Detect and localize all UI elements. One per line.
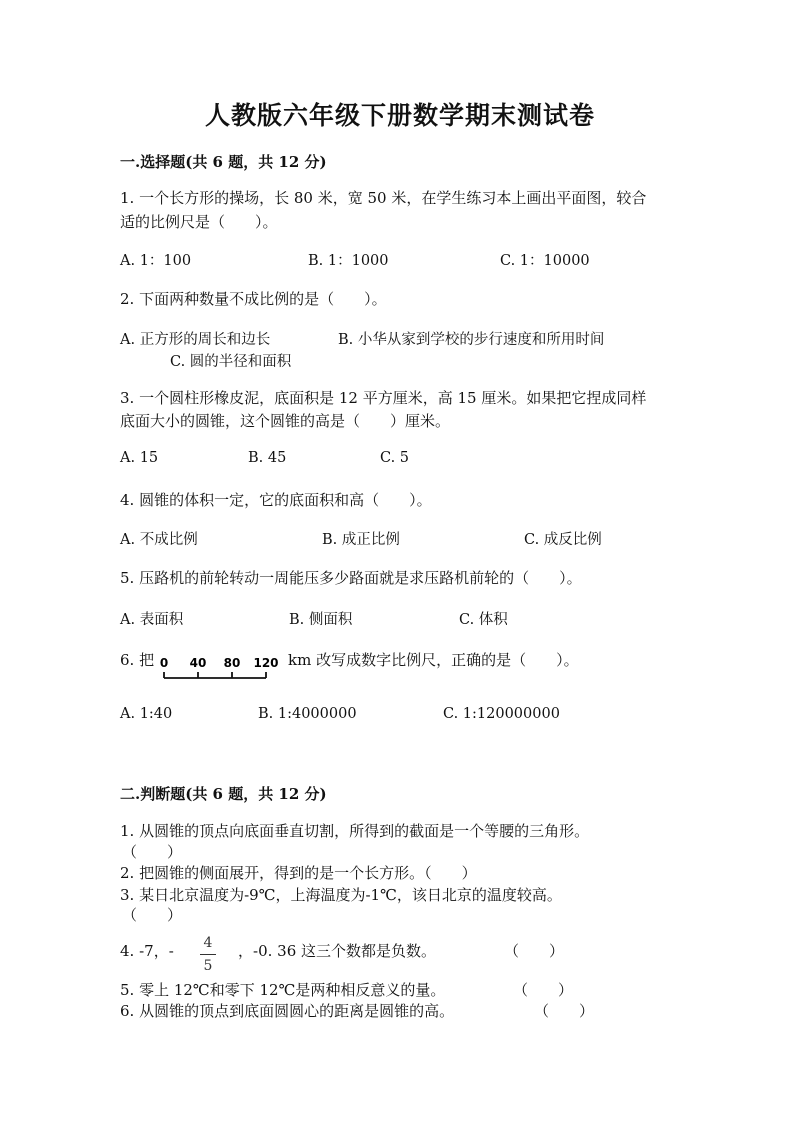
judgement-6-text: 6. 从圆锥的顶点到底面圆圆心的距离是圆锥的高。 — [120, 1002, 455, 1020]
question-4-option-b: B. 成正比例 — [322, 532, 400, 548]
question-1-option-b: B. 1：1000 — [308, 253, 389, 269]
question-1-text-cont: 适的比例尺是（ ）。 — [120, 213, 278, 231]
judgement-4-suffix: ，-0. 36 这三个数都是负数。 — [238, 942, 437, 960]
question-5-option-c: C. 体积 — [459, 612, 508, 628]
question-1-option-c: C. 1：10000 — [500, 253, 590, 269]
judgement-3-text: 3. 某日北京温度为-9℃，上海温度为-1℃，该日北京的温度较高。 — [120, 886, 562, 904]
judgement-1-text: 1. 从圆锥的顶点向底面垂直切割，所得到的截面是一个等腰的三角形。 — [120, 822, 590, 840]
question-6-option-b: B. 1:4000000 — [258, 706, 357, 722]
question-4-option-c: C. 成反比例 — [524, 532, 602, 548]
question-6-suffix: km 改写成数字比例尺，正确的是（ ）。 — [288, 651, 579, 669]
question-5-option-a: A. 表面积 — [120, 612, 184, 628]
question-2-text: 2. 下面两种数量不成比例的是（ ）。 — [120, 290, 387, 308]
question-2-option-b: B. 小华从家到学校的步行速度和所用时间 — [338, 332, 605, 348]
scale-label-40: 40 — [189, 656, 207, 670]
scale-bar-figure — [158, 652, 284, 684]
question-6-prefix: 6. 把 — [120, 651, 155, 669]
question-3-option-b: B. 45 — [248, 450, 287, 466]
judgement-3-blank: （ ） — [122, 906, 183, 924]
fraction-bar — [200, 954, 216, 955]
judgement-4-prefix: 4. -7，- — [120, 942, 174, 960]
section-heading-judgement: 二.判断题(共 6 题，共 12 分) — [120, 785, 327, 803]
judgement-4-blank: （ ） — [504, 942, 565, 960]
scale-label-80: 80 — [223, 656, 241, 670]
judgement-2-text: 2. 把圆锥的侧面展开，得到的是一个长方形。（ ） — [120, 864, 477, 882]
question-4-text: 4. 圆锥的体积一定，它的底面积和高（ ）。 — [120, 491, 432, 509]
question-1-option-a: A. 1：100 — [120, 253, 192, 269]
question-2-option-c: C. 圆的半径和面积 — [170, 354, 292, 370]
fraction-four-fifths — [197, 933, 219, 976]
question-1-text: 1. 一个长方形的操场，长 80 米，宽 50 米，在学生练习本上画出平面图，较合 — [120, 189, 647, 207]
scale-label-120: 120 — [253, 656, 279, 670]
question-3-option-c: C. 5 — [380, 450, 410, 466]
fraction-numerator: 4 — [203, 935, 213, 951]
page-title: 人教版六年级下册数学期末测试卷 — [204, 101, 595, 130]
judgement-6-blank: （ ） — [534, 1002, 595, 1020]
question-6-option-a: A. 1:40 — [120, 706, 173, 722]
judgement-1-blank: （ ） — [122, 843, 183, 861]
section-heading-choice: 一.选择题(共 6 题，共 12 分) — [120, 153, 327, 171]
question-3-text-cont: 底面大小的圆锥，这个圆锥的高是（ ）厘米。 — [120, 412, 451, 430]
question-2-option-a: A. 正方形的周长和边长 — [120, 332, 271, 348]
judgement-5-text: 5. 零上 12℃和零下 12℃是两种相反意义的量。 — [120, 981, 446, 999]
fraction-denominator: 5 — [203, 958, 213, 974]
question-4-option-a: A. 不成比例 — [120, 532, 198, 548]
scale-label-0: 0 — [159, 656, 169, 670]
question-5-option-b: B. 侧面积 — [289, 612, 353, 628]
question-6-option-c: C. 1:120000000 — [443, 706, 560, 722]
judgement-5-blank: （ ） — [513, 981, 574, 999]
question-3-option-a: A. 15 — [120, 450, 159, 466]
question-3-text: 3. 一个圆柱形橡皮泥，底面积是 12 平方厘米，高 15 厘米。如果把它捏成同样 — [120, 389, 647, 407]
question-5-text: 5. 压路机的前轮转动一周能压多少路面就是求压路机前轮的（ ）。 — [120, 569, 582, 587]
